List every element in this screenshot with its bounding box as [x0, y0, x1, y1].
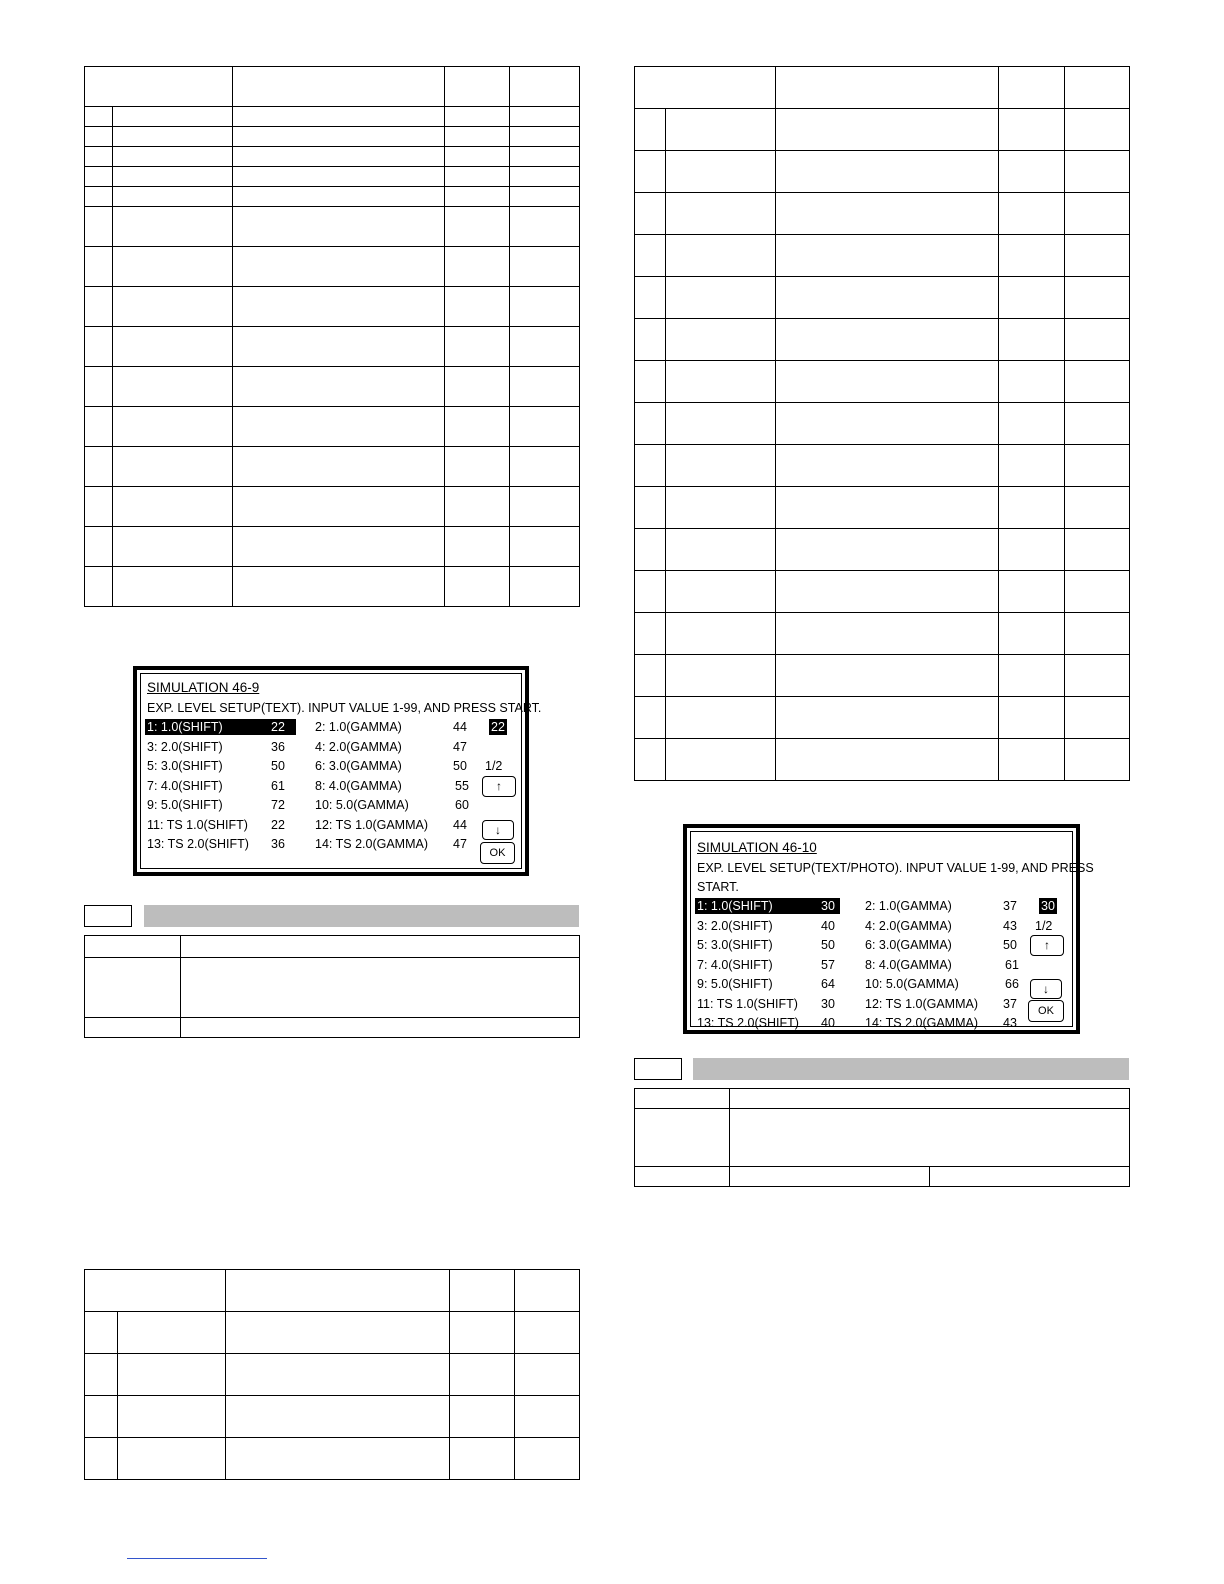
list-item-label[interactable]: 4: 2.0(GAMMA) — [865, 919, 952, 933]
screen-instruction-line2: START. — [697, 880, 739, 894]
simulation-46-10-screen — [683, 824, 1094, 1034]
list-item-label[interactable]: 13: TS 2.0(SHIFT) — [697, 1016, 799, 1030]
scroll-up-button[interactable] — [1030, 935, 1064, 956]
list-item-value: 40 — [821, 1016, 835, 1030]
list-item-value: 37 — [1003, 997, 1017, 1011]
screen-title: SIMULATION 46-9 — [147, 680, 260, 695]
list-item-value: 36 — [271, 740, 285, 754]
page-indicator: 1/2 — [485, 759, 503, 773]
table-top-right — [634, 66, 1130, 781]
list-item-label[interactable]: 5: 3.0(SHIFT) — [147, 759, 223, 773]
arrow-down-icon: ↓ — [1043, 982, 1049, 996]
list-item-value: 22 — [271, 818, 285, 832]
list-item-value: 50 — [821, 938, 835, 952]
list-item-value: 44 — [453, 720, 467, 734]
list-item-label[interactable]: 13: TS 2.0(SHIFT) — [147, 837, 249, 851]
list-item-value: 37 — [1003, 899, 1017, 913]
scroll-up-button[interactable] — [482, 776, 516, 797]
list-item-value: 57 — [821, 958, 835, 972]
arrow-up-icon: ↑ — [1044, 938, 1050, 952]
list-item-label[interactable]: 7: 4.0(SHIFT) — [697, 958, 773, 972]
list-item-label[interactable]: 7: 4.0(SHIFT) — [147, 779, 223, 793]
list-item-value: 50 — [271, 759, 285, 773]
current-value-display: 30 — [1041, 899, 1055, 913]
list-item-value: 55 — [455, 779, 469, 793]
list-item-label[interactable]: 10: 5.0(GAMMA) — [315, 798, 409, 812]
scroll-down-button[interactable] — [1030, 979, 1062, 999]
table-bottom-left — [84, 1269, 580, 1480]
list-item-label[interactable]: 14: TS 2.0(GAMMA) — [315, 837, 428, 851]
list-item-value: 47 — [453, 740, 467, 754]
screen-instruction: EXP. LEVEL SETUP(TEXT). INPUT VALUE 1-99, AND PRESS START. — [147, 701, 542, 715]
list-item-value: 43 — [1003, 919, 1017, 933]
list-item-value: 47 — [453, 837, 467, 851]
arrow-up-icon: ↑ — [496, 779, 502, 793]
list-item-label[interactable]: 2: 1.0(GAMMA) — [315, 720, 402, 734]
list-item-label[interactable]: 9: 5.0(SHIFT) — [147, 798, 223, 812]
list-item-label[interactable]: 4: 2.0(GAMMA) — [315, 740, 402, 754]
section-header-bar — [144, 905, 579, 927]
table-left-middle — [84, 935, 580, 1038]
footer-link-line[interactable] — [127, 1558, 267, 1559]
list-item-value: 36 — [271, 837, 285, 851]
list-item-value[interactable]: 30 — [821, 899, 835, 913]
list-item-label[interactable]: 1: 1.0(SHIFT) — [145, 719, 296, 735]
list-item-value[interactable]: 22 — [271, 720, 285, 734]
arrow-down-icon: ↓ — [495, 823, 501, 837]
table-right-middle — [634, 1088, 1130, 1187]
ok-button[interactable]: OK — [480, 842, 515, 864]
list-item-label[interactable]: 8: 4.0(GAMMA) — [865, 958, 952, 972]
list-item-label[interactable]: 2: 1.0(GAMMA) — [865, 899, 952, 913]
list-item-value: 30 — [821, 997, 835, 1011]
list-item-value: 61 — [271, 779, 285, 793]
screen-title: SIMULATION 46-10 — [697, 840, 817, 855]
list-item-value: 64 — [821, 977, 835, 991]
list-item-value: 72 — [271, 798, 285, 812]
list-item-value: 60 — [455, 798, 469, 812]
list-item-value: 50 — [453, 759, 467, 773]
list-item-value: 50 — [1003, 938, 1017, 952]
list-item-label[interactable]: 5: 3.0(SHIFT) — [697, 938, 773, 952]
list-item-label[interactable]: 12: TS 1.0(GAMMA) — [865, 997, 978, 1011]
ok-button[interactable]: OK — [1028, 1000, 1064, 1022]
section-header-bar — [693, 1058, 1129, 1080]
list-item-label[interactable]: 6: 3.0(GAMMA) — [315, 759, 402, 773]
table-top-left — [84, 66, 580, 607]
list-item-label[interactable]: 12: TS 1.0(GAMMA) — [315, 818, 428, 832]
list-item-label[interactable]: 1: 1.0(SHIFT) — [695, 898, 840, 914]
list-item-label[interactable]: 11: TS 1.0(SHIFT) — [147, 818, 248, 832]
list-item-value: 66 — [1005, 977, 1019, 991]
current-value-display: 22 — [491, 720, 505, 734]
page-indicator: 1/2 — [1035, 919, 1053, 933]
list-item-value: 43 — [1003, 1016, 1017, 1030]
list-item-value: 61 — [1005, 958, 1019, 972]
list-item-label[interactable]: 9: 5.0(SHIFT) — [697, 977, 773, 991]
list-item-label[interactable]: 10: 5.0(GAMMA) — [865, 977, 959, 991]
list-item-value: 44 — [453, 818, 467, 832]
list-item-label[interactable]: 3: 2.0(SHIFT) — [147, 740, 223, 754]
section-tag-box — [84, 905, 132, 927]
section-tag-box — [634, 1058, 682, 1080]
list-item-label[interactable]: 6: 3.0(GAMMA) — [865, 938, 952, 952]
screen-instruction-line1: EXP. LEVEL SETUP(TEXT/PHOTO). INPUT VALUE 1-99, AND PRESS — [697, 861, 1094, 875]
simulation-46-9-screen — [133, 666, 542, 876]
list-item-value: 40 — [821, 919, 835, 933]
list-item-label[interactable]: 3: 2.0(SHIFT) — [697, 919, 773, 933]
list-item-label[interactable]: 11: TS 1.0(SHIFT) — [697, 997, 798, 1011]
scroll-down-button[interactable] — [482, 820, 514, 840]
list-item-label[interactable]: 8: 4.0(GAMMA) — [315, 779, 402, 793]
list-item-label[interactable]: 14: TS 2.0(GAMMA) — [865, 1016, 978, 1030]
